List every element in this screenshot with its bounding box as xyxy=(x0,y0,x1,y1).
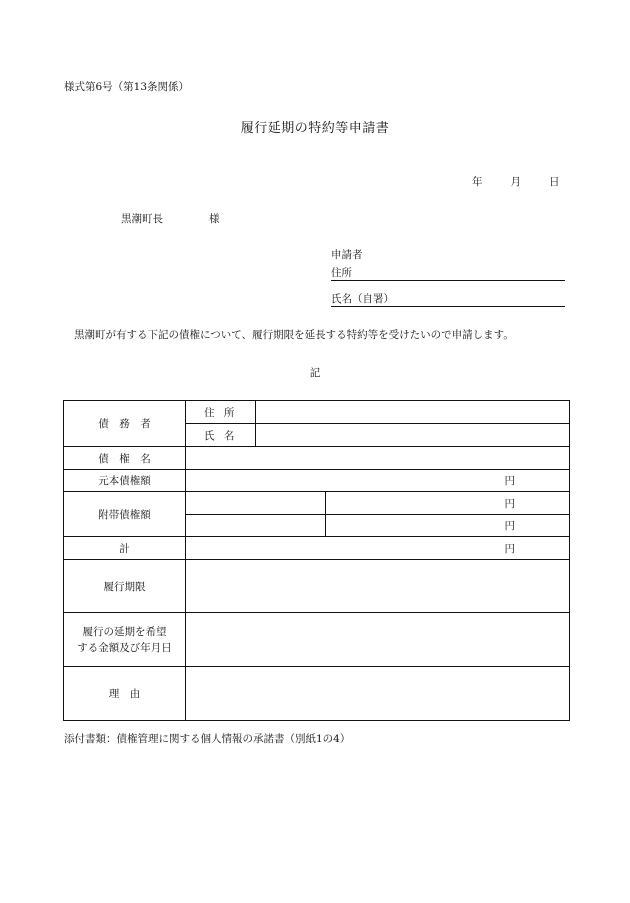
attachment-note: 添付書類：債権管理に関する個人情報の承諾書（別紙1の4） xyxy=(64,733,351,745)
principal-label: 元本債権額 xyxy=(64,470,186,492)
accessory-label: 附帯債権額 xyxy=(64,492,186,537)
accessory-amount-cell-2[interactable]: 円 xyxy=(326,515,570,537)
date-year: 年 xyxy=(472,176,483,188)
table-row xyxy=(64,401,570,424)
applicant-address-field[interactable] xyxy=(331,266,565,281)
principal-amount-cell[interactable]: 円 xyxy=(186,470,570,492)
claim-name-cell[interactable] xyxy=(186,447,570,470)
debtor-name-label: 氏 名 xyxy=(186,424,256,447)
table-row xyxy=(64,470,570,492)
total-label: 計 xyxy=(64,537,186,560)
total-amount-cell[interactable]: 円 xyxy=(186,537,570,560)
applicant-address-label: 住所 xyxy=(331,267,352,279)
accessory-item-cell-1[interactable] xyxy=(186,492,326,515)
accessory-item-cell-2[interactable] xyxy=(186,515,326,537)
applicant-label: 申請者 xyxy=(331,249,363,261)
table-row xyxy=(64,667,570,721)
debtor-label: 債 務 者 xyxy=(64,401,186,447)
deadline-cell[interactable] xyxy=(186,560,570,613)
extension-label xyxy=(64,613,186,667)
extension-label-line-2: する金額及び年月日 xyxy=(77,641,172,654)
application-table xyxy=(63,400,570,721)
date-line xyxy=(472,177,560,188)
table-row xyxy=(64,447,570,470)
reason-label: 理 由 xyxy=(64,667,186,721)
debtor-address-cell[interactable] xyxy=(256,401,570,424)
addressee xyxy=(121,214,220,225)
body-text: 黒潮町が有する下記の債権について、履行期限を延長する特約等を受けたいので申請します。 xyxy=(74,329,514,341)
ki-heading: 記 xyxy=(309,367,321,379)
addressee-name: 黒潮町長 xyxy=(121,213,163,225)
deadline-label: 履行期限 xyxy=(64,560,186,613)
claim-name-label: 債 権 名 xyxy=(64,447,186,470)
debtor-address-label: 住 所 xyxy=(186,401,256,424)
table-row xyxy=(64,537,570,560)
applicant-name-label: 氏名（自署） xyxy=(331,293,394,305)
applicant-name-field[interactable] xyxy=(331,292,565,307)
extension-cell[interactable] xyxy=(186,613,570,667)
accessory-amount-cell-1[interactable]: 円 xyxy=(326,492,570,515)
table-row xyxy=(64,613,570,667)
table-row xyxy=(64,560,570,613)
table-row xyxy=(64,492,570,515)
debtor-name-cell[interactable] xyxy=(256,424,570,447)
addressee-honorific: 様 xyxy=(209,213,220,225)
document-title: 履行延期の特約等申請書 xyxy=(240,121,390,136)
extension-label-line-1: 履行の延期を希望 xyxy=(82,625,167,638)
form-number: 様式第6号（第13条関係） xyxy=(64,81,190,93)
date-day: 日 xyxy=(549,176,560,188)
date-month: 月 xyxy=(510,176,521,188)
reason-cell[interactable] xyxy=(186,667,570,721)
